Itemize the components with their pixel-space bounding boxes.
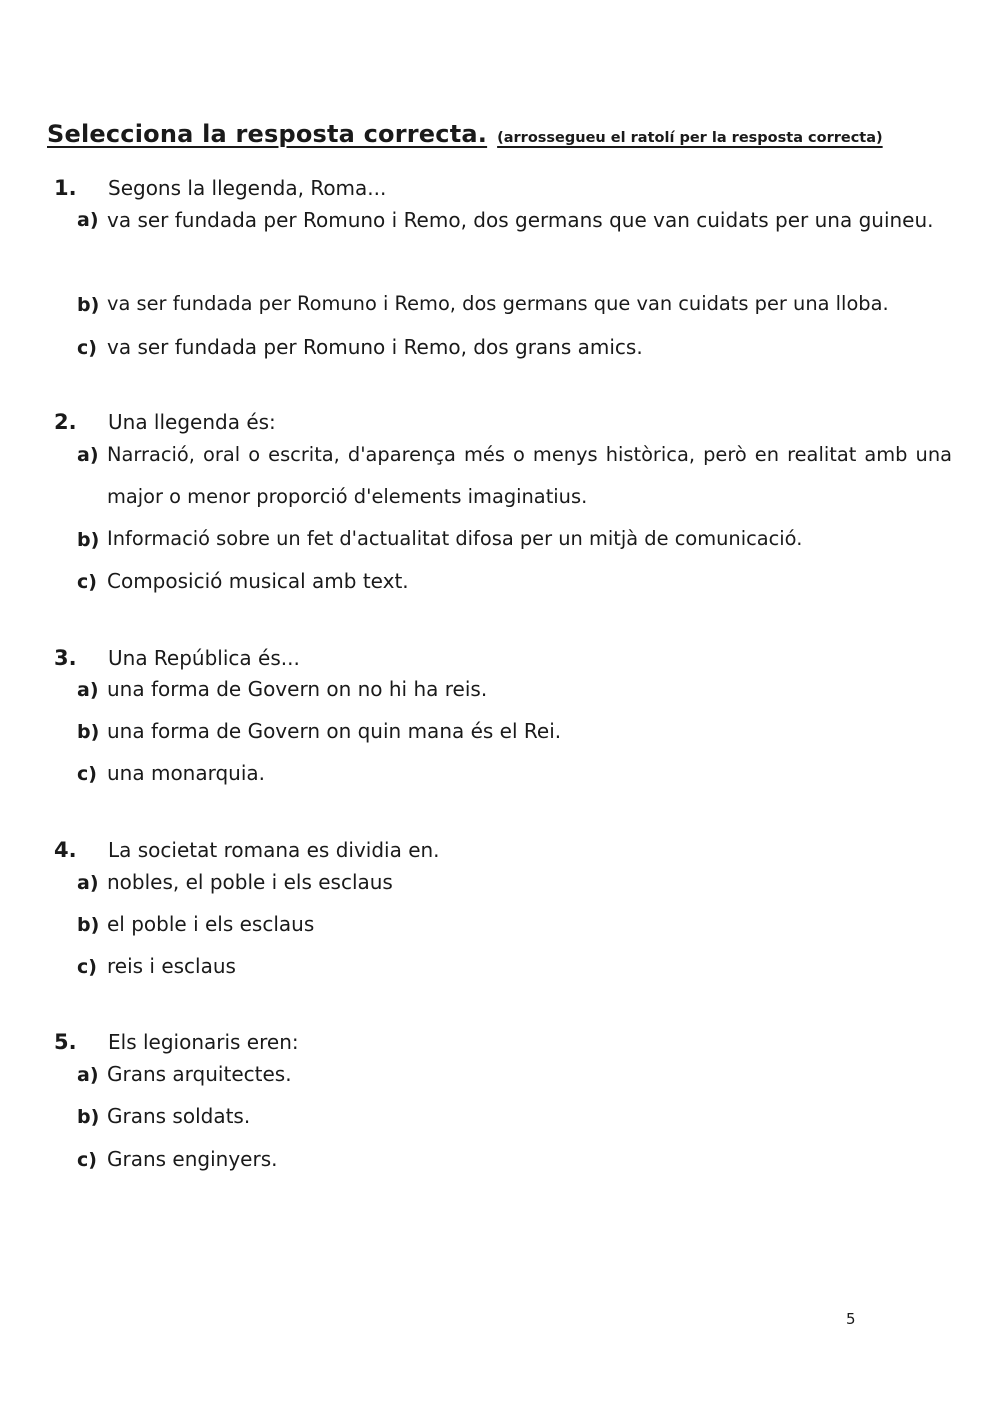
question-3-number: 3. [54, 646, 77, 670]
worksheet-heading [47, 120, 883, 148]
question-1-text: Segons la llegenda, Roma... [108, 176, 387, 200]
question-3-option-b-label[interactable]: b) [77, 721, 100, 743]
page-number: 5 [846, 1310, 856, 1328]
question-3-option-a[interactable]: una forma de Govern on no hi ha reis. [107, 677, 488, 701]
question-5-option-c-label[interactable]: c) [77, 1149, 97, 1171]
question-1-option-b-label[interactable]: b) [77, 294, 100, 316]
question-2-option-c[interactable]: Composició musical amb text. [107, 569, 409, 593]
heading-title: Selecciona la resposta correcta. [47, 120, 488, 148]
question-1-option-a[interactable]: va ser fundada per Romuno i Remo, dos germans que van cuidats per una guineu. [107, 208, 934, 232]
question-2-number: 2. [54, 410, 77, 434]
question-3-option-a-label[interactable]: a) [77, 679, 99, 701]
question-4-option-a-label[interactable]: a) [77, 872, 99, 894]
question-1-option-b[interactable]: va ser fundada per Romuno i Remo, dos germans que van cuidats per una lloba. [107, 292, 889, 315]
question-5-number: 5. [54, 1030, 77, 1054]
question-3-option-b[interactable]: una forma de Govern on quin mana és el Rei. [107, 719, 562, 743]
question-4-option-c-label[interactable]: c) [77, 956, 97, 978]
question-2-option-a[interactable]: Narració, oral o escrita, d'aparença més o menys històrica, però en realitat amb una major o menor proporció d'elements imaginatius. [107, 443, 952, 508]
question-5-option-c[interactable]: Grans enginyers. [107, 1147, 278, 1171]
question-2-text: Una llegenda és: [108, 410, 276, 434]
question-5-option-b-label[interactable]: b) [77, 1106, 100, 1128]
question-4-option-a[interactable]: nobles, el poble i els esclaus [107, 870, 393, 894]
question-1-option-c[interactable]: va ser fundada per Romuno i Remo, dos grans amics. [107, 335, 643, 359]
question-1-option-c-label[interactable]: c) [77, 337, 97, 359]
question-2-option-a-label[interactable]: a) [77, 444, 99, 466]
question-1-option-a-label[interactable]: a) [77, 209, 99, 231]
question-4-option-b-label[interactable]: b) [77, 914, 100, 936]
question-4-number: 4. [54, 838, 77, 862]
question-5-option-b[interactable]: Grans soldats. [107, 1104, 251, 1128]
question-5-option-a[interactable]: Grans arquitectes. [107, 1062, 292, 1086]
question-4-text: La societat romana es dividia en. [108, 838, 440, 862]
question-4-option-c[interactable]: reis i esclaus [107, 954, 236, 978]
question-3-option-c[interactable]: una monarquia. [107, 761, 266, 785]
question-3-option-c-label[interactable]: c) [77, 763, 97, 785]
heading-instruction: (arrossegueu el ratolí per la resposta correcta) [497, 130, 883, 146]
question-2-option-b-label[interactable]: b) [77, 529, 100, 551]
question-5-text: Els legionaris eren: [108, 1030, 299, 1054]
question-5-option-a-label[interactable]: a) [77, 1064, 99, 1086]
question-4-option-b[interactable]: el poble i els esclaus [107, 912, 315, 936]
question-2-option-c-label[interactable]: c) [77, 571, 97, 593]
question-2-option-b[interactable]: Informació sobre un fet d'actualitat difosa per un mitjà de comunicació. [107, 527, 803, 550]
question-3-text: Una República és... [108, 646, 300, 670]
question-1-number: 1. [54, 176, 77, 200]
